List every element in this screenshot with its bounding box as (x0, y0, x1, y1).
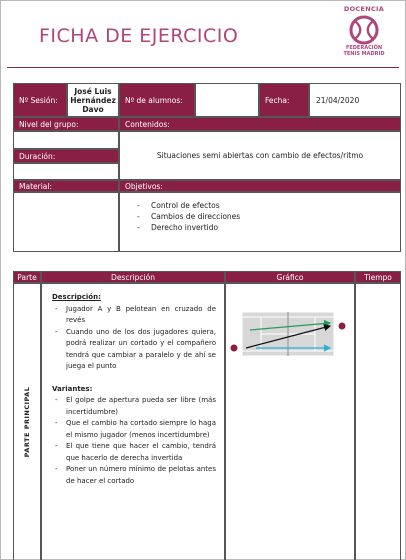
parte-value: PARTE PRINCIPAL (23, 386, 31, 458)
logo-docencia-text: DOCENCIA (343, 5, 385, 13)
tennis-court-diagram (226, 284, 354, 560)
time-cell (355, 283, 401, 560)
contents-label: Contenidos: (119, 117, 401, 131)
description-item: - Cuando uno de los dos jugadores quiera, podrá realizar un cortado y el compañero tendrá que cambiar a paralelo y de ahí se juega el punto (52, 327, 216, 373)
variant-item: - El golpe de apertura pueda ser libre (más incertidumbre) (52, 395, 216, 418)
session-label: Nº Sesión: (13, 83, 67, 117)
duration-value (13, 163, 119, 180)
description-heading: Descripción: (52, 293, 101, 301)
variant-item: - El que tiene que hacer el cambio, tendrá que hacerlo de derecha invertida (52, 441, 216, 464)
duration-label: Duración: (13, 149, 119, 163)
federation-logo (333, 5, 395, 57)
material-value (13, 192, 119, 252)
header-divider (7, 67, 399, 68)
students-value (195, 83, 259, 117)
variants-list (52, 395, 216, 487)
logo-line-2: TENIS MADRID (343, 51, 385, 57)
column-header-grafico: Gráfico (225, 271, 355, 283)
player-dot (339, 323, 346, 330)
variant-item: - Poner un número mínimo de pelotas antes de hacer el cortado (52, 464, 216, 487)
parte-cell (13, 283, 41, 560)
variant-item: - Que el cambio ha cortado siempre lo haga el mismo jugador (menos incertidumbre) (52, 418, 216, 441)
objectives-list (137, 200, 240, 233)
material-label: Material: (13, 180, 119, 192)
objective-item: - Derecho invertido (137, 222, 240, 233)
objectives-label: Objetivos: (119, 180, 401, 192)
students-label: Nº de alumnos: (119, 83, 195, 117)
column-header-tiempo: Tiempo (355, 271, 401, 283)
column-header-parte: Parte (13, 271, 41, 283)
variants-heading: Variantes: (52, 384, 93, 393)
page-title: FICHA DE EJERCICIO (39, 25, 239, 47)
level-label: Nivel del grupo: (13, 117, 119, 131)
column-header-descripcion: Descripción (41, 271, 225, 283)
objective-item: - Control de efectos (137, 200, 240, 211)
description-list (52, 304, 216, 373)
description-cell (41, 283, 225, 560)
objective-item: - Cambios de direcciones (137, 211, 240, 222)
level-value (13, 131, 119, 149)
player-dot (231, 345, 238, 352)
date-label: Fecha: (259, 83, 309, 117)
contents-value: Situaciones semi abiertas con cambio de efectos/ritmo (119, 131, 401, 180)
tennis-ball-icon (349, 15, 379, 45)
date-value: 21/04/2020 (309, 83, 401, 117)
court (242, 312, 334, 356)
coach-name: José Luis Hernández Davo (67, 83, 119, 117)
graphic-cell (225, 283, 355, 560)
logo-line-1: FEDERACIÓN (345, 45, 383, 51)
description-item: - Jugador A y B pelotean en cruzado de revés (52, 304, 216, 327)
